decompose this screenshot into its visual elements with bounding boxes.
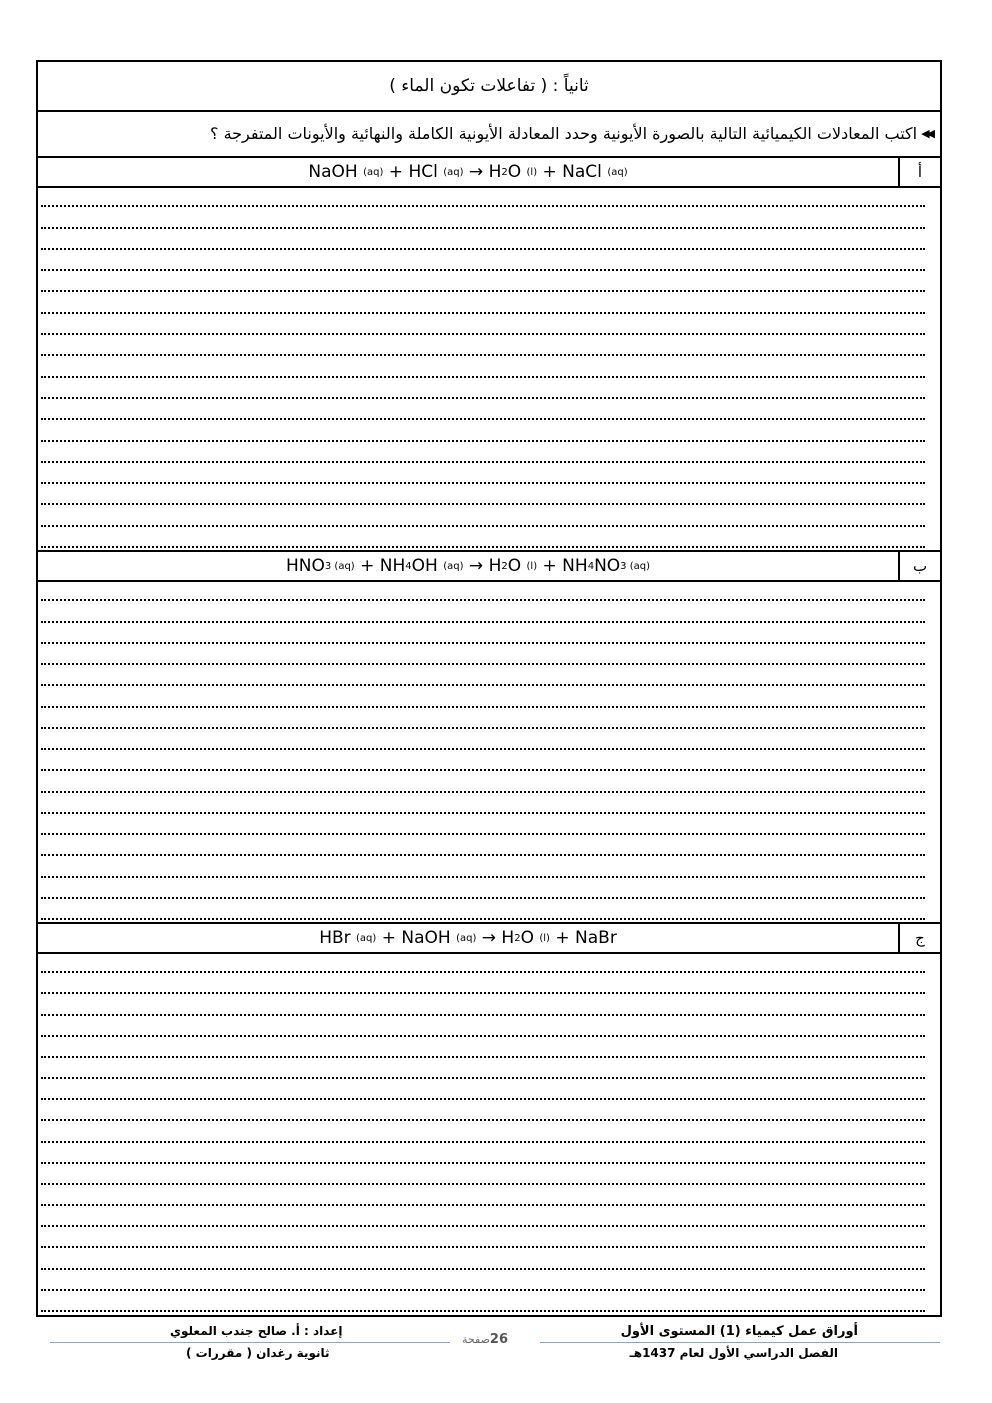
answer-line[interactable] (41, 1098, 925, 1100)
answer-line[interactable] (41, 482, 925, 484)
answer-line[interactable] (41, 1225, 925, 1227)
answer-line[interactable] (41, 812, 925, 814)
footer-rule-right (540, 1342, 940, 1343)
answer-line[interactable] (41, 1077, 925, 1079)
footer-rule-left (50, 1342, 450, 1343)
equation-term: O (507, 162, 527, 182)
double-arrow-icon: ◀◀ (921, 126, 932, 140)
answer-line[interactable] (41, 833, 925, 835)
instruction-text: اكتب المعادلات الكيميائية التالية بالصورة الأيونية وحدد المعادلة الأيونية الكاملة والنهائية والأيونات المتفرجة ؟ (210, 123, 918, 143)
equation-subscript: 3 (aq) (324, 560, 355, 572)
answer-line[interactable] (41, 440, 925, 442)
equation-subscript: (aq) (607, 166, 628, 178)
equation-subscript: (l) (526, 166, 538, 178)
answer-line[interactable] (41, 992, 925, 994)
equation-term: HBr (319, 928, 357, 948)
answer-line[interactable] (41, 1141, 925, 1143)
answer-line[interactable] (41, 854, 925, 856)
answer-line[interactable] (41, 727, 925, 729)
page-number (462, 1332, 508, 1347)
answer-line[interactable] (41, 1035, 925, 1037)
answer-line[interactable] (41, 642, 925, 644)
equation-subscript: (l) (526, 560, 538, 572)
equation-row-b (38, 550, 940, 582)
equation-subscript: (l) (539, 932, 550, 944)
answer-line[interactable] (41, 333, 925, 335)
section-title-text: ثانياً : ( تفاعلات تكون الماء ) (389, 76, 589, 96)
answer-lines-c[interactable] (38, 954, 940, 1314)
equation-term: → H (463, 556, 502, 576)
equation-term: + NaOH (376, 928, 457, 948)
equation-letter: أ (917, 163, 923, 181)
equation-subscript: (aq) (363, 166, 384, 178)
equation-term: + HCl (383, 162, 444, 182)
answer-line[interactable] (41, 227, 925, 229)
answer-line[interactable] (41, 791, 925, 793)
equation-subscript: (aq) (443, 560, 464, 572)
answer-line[interactable] (41, 663, 925, 665)
footer-author: إعداد : أ. صالح جندب المعلوي (170, 1324, 343, 1338)
page-number-value: 26 (489, 1332, 508, 1347)
answer-line[interactable] (41, 290, 925, 292)
answer-line[interactable] (41, 684, 925, 686)
equation-subscript: (aq) (456, 932, 477, 944)
equation-subscript: 2 (501, 560, 508, 572)
equation-subscript: (aq) (443, 166, 464, 178)
footer-course: أوراق عمل كيمياء (1) المستوى الأول (620, 1324, 858, 1339)
answer-line[interactable] (41, 376, 925, 378)
answer-line[interactable] (41, 1183, 925, 1185)
page-footer (0, 1318, 992, 1378)
equation-term: → H (476, 928, 515, 948)
equation-subscript: (aq) (356, 932, 377, 944)
equation-row-a (38, 158, 940, 188)
answer-line[interactable] (41, 1204, 925, 1206)
answer-line[interactable] (41, 621, 925, 623)
equation-term: HNO (286, 556, 325, 576)
equation-letter: ب (912, 557, 928, 575)
answer-line[interactable] (41, 1119, 925, 1121)
equation-subscript: 2 (501, 166, 508, 178)
equation-text (38, 158, 900, 186)
answer-line[interactable] (41, 461, 925, 463)
answer-lines-a[interactable] (38, 188, 940, 550)
footer-school: ثانوية رغدان ( مقررات ) (186, 1346, 330, 1360)
equation-letter: ج (915, 929, 925, 947)
answer-line[interactable] (41, 248, 925, 250)
instruction-row (38, 110, 940, 158)
answer-line[interactable] (41, 918, 925, 920)
answer-line[interactable] (41, 397, 925, 399)
answer-line[interactable] (41, 1056, 925, 1058)
equation-subscript: 3 (aq) (620, 560, 650, 572)
answer-line[interactable] (41, 525, 925, 527)
answer-lines-b[interactable] (38, 582, 940, 922)
equation-row-c (38, 922, 940, 954)
answer-line[interactable] (41, 1246, 925, 1248)
answer-line[interactable] (41, 971, 925, 973)
equation-term: O (520, 928, 540, 948)
equation-text (38, 552, 900, 580)
answer-line[interactable] (41, 205, 925, 207)
equation-subscript: 4 (587, 560, 595, 572)
equation-term: + NaCl (537, 162, 608, 182)
equation-term: OH (411, 556, 444, 576)
equation-term: + NH (537, 556, 588, 576)
equation-subscript: 4 (405, 560, 412, 572)
answer-line[interactable] (41, 876, 925, 878)
equation-term: O (507, 556, 527, 576)
answer-line[interactable] (41, 769, 925, 771)
equation-term: NO (594, 556, 621, 576)
equation-term: + NaBr (549, 928, 617, 948)
equation-text (38, 924, 900, 952)
answer-line[interactable] (41, 1289, 925, 1291)
answer-line[interactable] (41, 354, 925, 356)
answer-line[interactable] (41, 312, 925, 314)
answer-line[interactable] (41, 1268, 925, 1270)
equation-term: → H (463, 162, 502, 182)
answer-line[interactable] (41, 546, 925, 548)
answer-line[interactable] (41, 269, 925, 271)
equation-term: + NH (354, 556, 406, 576)
answer-line[interactable] (41, 1162, 925, 1164)
answer-line[interactable] (41, 1310, 925, 1312)
section-title (38, 62, 940, 112)
equation-term: NaOH (308, 162, 364, 182)
worksheet-frame (36, 60, 942, 1317)
answer-line[interactable] (41, 706, 925, 708)
footer-term: الفصل الدراسي الأول لعام 1437هـ (629, 1346, 838, 1360)
page-number-label: صفحة (462, 1333, 490, 1346)
answer-line[interactable] (41, 599, 925, 601)
answer-line[interactable] (41, 418, 925, 420)
answer-line[interactable] (41, 1014, 925, 1016)
answer-line[interactable] (41, 503, 925, 505)
equation-subscript: 2 (514, 932, 521, 944)
answer-line[interactable] (41, 897, 925, 899)
answer-line[interactable] (41, 748, 925, 750)
